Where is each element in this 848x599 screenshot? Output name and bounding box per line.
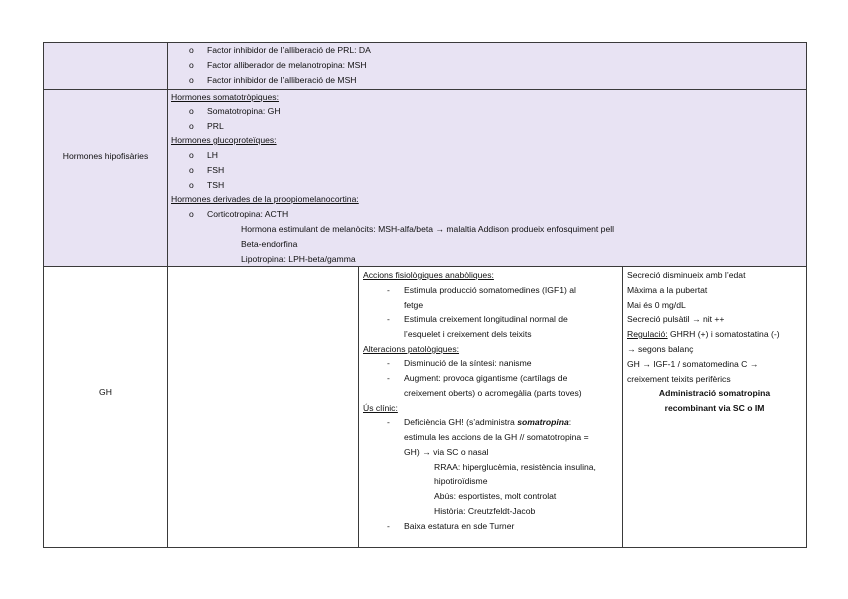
list-item: fetge <box>404 300 424 310</box>
deficiency-text: Deficiència GH! (s’administra <box>404 417 518 427</box>
list-item: FSH <box>207 165 225 175</box>
list-item: TSH <box>207 180 225 190</box>
regulation-label: Regulació: <box>627 329 668 339</box>
row2-content-cell <box>167 89 807 267</box>
drug-name: somatropina <box>517 417 569 427</box>
sub-item: Lipotropina: LPH-beta/gamma <box>241 254 356 264</box>
row1-content-cell <box>167 42 807 90</box>
bullet-o: o <box>189 165 194 175</box>
list-item: Estimula creixement longitudinal normal de <box>404 314 568 324</box>
note-line <box>627 327 780 341</box>
section-heading: Hormones somatotròpiques: <box>171 92 279 102</box>
sub-item: Hormona estimulant de melanòcits: MSH-alfa/beta → malaltia Addison produeix enfosquiment pell <box>241 224 615 234</box>
section-heading: Alteracions patològiques: <box>363 344 460 354</box>
row-label: Hormones hipofisàries <box>62 151 149 161</box>
dash-bullet: - <box>387 285 390 295</box>
deficiency-colon: : <box>568 417 572 427</box>
list-item: Factor inhibidor de l’alliberació de PRL: DA <box>207 45 371 55</box>
list-item: Augment: provoca gigantisme (cartílags de <box>404 373 568 383</box>
dash-bullet: - <box>387 417 390 427</box>
note-line: GH → IGF-1 / somatomedina C → <box>627 359 759 369</box>
bullet-o: o <box>189 209 194 219</box>
list-item: Corticotropina: ACTH <box>207 209 289 219</box>
row3-label-cell <box>43 266 168 548</box>
list-item <box>404 415 571 429</box>
row1-label-cell <box>43 42 168 90</box>
admin-note: Administració somatropina <box>658 388 771 398</box>
note-line: creixement teixits perifèrics <box>627 374 731 384</box>
list-item: Baixa estatura en sde Turner <box>404 521 515 531</box>
list-item: Estimula producció somatomedines (IGF1) al <box>404 285 576 295</box>
list-item: l’esquelet i creixement dels teixits <box>404 329 532 339</box>
regulation-text: GHRH (+) i somatostatina (-) <box>667 329 780 339</box>
note-line: Màxima a la pubertat <box>627 285 708 295</box>
list-item: estimula les accions de la GH // somatotropina = <box>404 432 589 442</box>
row3-notes-cell <box>622 266 807 548</box>
sub-item: hipotiroïdisme <box>434 476 488 486</box>
bullet-o: o <box>189 150 194 160</box>
bullet-o: o <box>189 75 194 85</box>
bullet-o: o <box>189 106 194 116</box>
list-item: Somatotropina: GH <box>207 106 281 116</box>
list-item: LH <box>207 150 218 160</box>
row3-details-cell <box>358 266 623 548</box>
list-item: Factor alliberador de melanotropina: MSH <box>207 60 367 70</box>
sub-item: Abús: esportistes, molt controlat <box>434 491 557 501</box>
list-item: GH) → via SC o nasal <box>404 447 489 457</box>
section-heading: Accions fisiològiques anabòliques: <box>363 270 494 280</box>
section-heading: Hormones glucoproteïques: <box>171 135 277 145</box>
bullet-o: o <box>189 121 194 131</box>
dash-bullet: - <box>387 521 390 531</box>
row3-empty-cell <box>167 266 359 548</box>
note-line: Secreció disminueix amb l’edat <box>627 270 746 280</box>
sub-item: RRAA: hiperglucèmia, resistència insulina, <box>434 462 596 472</box>
list-item: PRL <box>207 121 224 131</box>
dash-bullet: - <box>387 358 390 368</box>
sub-item: Beta-endorfina <box>241 239 298 249</box>
bullet-o: o <box>189 60 194 70</box>
sub-item: Història: Creutzfeldt-Jacob <box>434 506 536 516</box>
list-item: Factor inhibidor de l’alliberació de MSH <box>207 75 357 85</box>
note-line: → segons balanç <box>627 344 694 354</box>
dash-bullet: - <box>387 314 390 324</box>
admin-note: recombinant via SC o IM <box>664 403 765 413</box>
list-item: Disminució de la síntesi: nanisme <box>404 358 532 368</box>
section-heading: Hormones derivades de la proopiomelanocortina: <box>171 194 359 204</box>
dash-bullet: - <box>387 373 390 383</box>
note-line: Mai és 0 mg/dL <box>627 300 686 310</box>
section-heading: Ús clínic: <box>363 403 398 413</box>
row-label: GH <box>99 387 112 397</box>
list-item: creixement oberts) o acromegàlia (parts toves) <box>404 388 582 398</box>
bullet-o: o <box>189 45 194 55</box>
bullet-o: o <box>189 180 194 190</box>
row2-label-cell <box>43 89 168 267</box>
note-line: Secreció pulsàtil → nit ++ <box>627 314 725 324</box>
